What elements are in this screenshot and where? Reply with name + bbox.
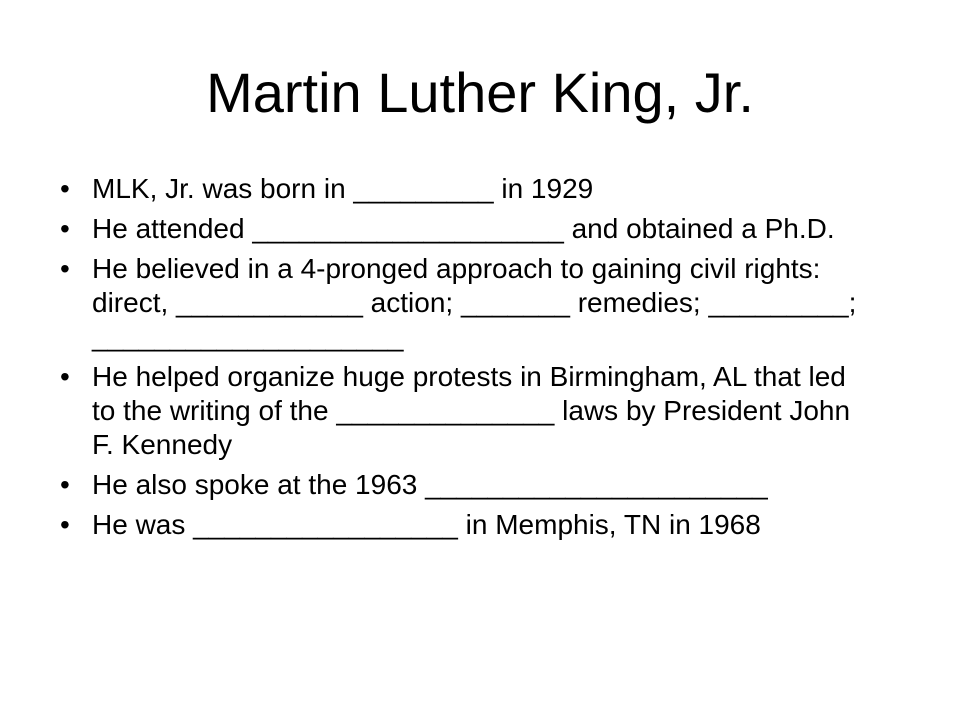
bullet-text: He was _________________ in Memphis, TN in 1968 — [92, 509, 761, 540]
bullet-item — [56, 468, 866, 502]
bullet-list — [56, 172, 866, 548]
bullet-item — [56, 252, 866, 354]
bullet-icon: • — [60, 361, 70, 392]
bullet-text: He believed in a 4-pronged approach to gaining civil rights: direct, ____________ action; _______ remedies; _________; ____________________ — [92, 253, 857, 352]
bullet-text: MLK, Jr. was born in _________ in 1929 — [92, 173, 594, 204]
bullet-icon: • — [60, 213, 70, 244]
bullet-item — [56, 172, 866, 206]
bullet-item — [56, 360, 866, 462]
bullet-text: He helped organize huge protests in Birmingham, AL that led to the writing of the ______________ laws by President John F. Kennedy — [92, 361, 851, 460]
bullet-item — [56, 508, 866, 542]
bullet-item — [56, 212, 866, 246]
slide-title: Martin Luther King, Jr. — [206, 61, 754, 124]
bullet-icon: • — [60, 253, 70, 284]
bullet-text: He attended ____________________ and obtained a Ph.D. — [92, 213, 835, 244]
bullet-icon: • — [60, 509, 70, 540]
bullet-icon: • — [60, 173, 70, 204]
bullet-text: He also spoke at the 1963 ______________________ — [92, 469, 768, 500]
bullet-icon: • — [60, 469, 70, 500]
